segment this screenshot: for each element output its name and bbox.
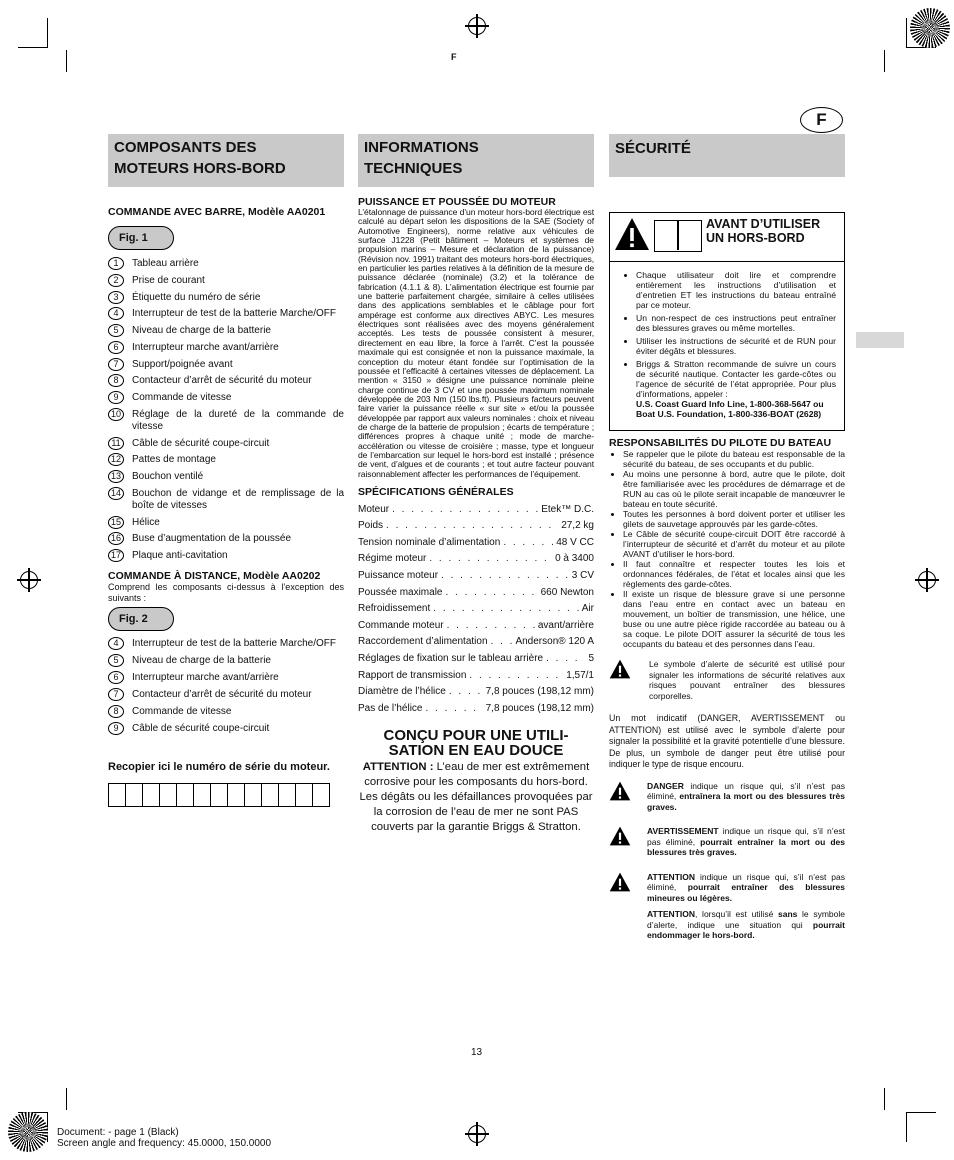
remote-model-heading: COMMANDE À DISTANCE, Modèle AA0202 xyxy=(108,570,321,582)
top-language-letter: F xyxy=(451,52,457,62)
spec-value: 27,2 kg xyxy=(561,520,594,532)
serial-number-boxes[interactable] xyxy=(108,783,330,807)
fig2-label-wrap xyxy=(108,607,344,631)
bullet-item: • Il faut connaître et respecter toutes les lois et ordonnances fédérales, de l’état et locales ainsi que les règlements des garde-côtes. xyxy=(623,559,845,589)
caution-consequence: pourrait entraîner des blessures mineures ou légères. xyxy=(647,882,845,903)
callout-number: 5 xyxy=(108,324,124,337)
component-label: Contacteur d’arrêt de sécurité du moteur xyxy=(132,689,312,701)
fig2-label: Fig. 2 xyxy=(108,607,174,631)
color-star-mark xyxy=(8,1112,48,1152)
component-label: Interrupteur marche avant/arrière xyxy=(132,672,279,684)
component-item xyxy=(108,689,344,701)
callout-number: 9 xyxy=(108,391,124,404)
danger-consequence: entraînera la mort ou des blessures très graves. xyxy=(647,791,846,812)
color-star-mark xyxy=(910,8,950,48)
spec-leader-dots xyxy=(546,653,585,664)
danger-row xyxy=(609,781,845,813)
spec-row xyxy=(358,647,594,664)
spec-leader-dots xyxy=(441,570,569,581)
document-info xyxy=(57,1127,271,1149)
registration-mark xyxy=(918,571,936,589)
component-label: Niveau de charge de la batterie xyxy=(132,325,271,336)
technical-title-line1: INFORMATIONS xyxy=(364,139,479,156)
callout-number: 4 xyxy=(108,637,124,650)
callout-number: 9 xyxy=(108,722,124,735)
registration-mark xyxy=(20,571,38,589)
spec-value: avant/arrière xyxy=(537,619,594,631)
callout-number: 13 xyxy=(108,470,124,483)
caution2-text-b: le symbole d’alerte, indique une situation qui xyxy=(647,909,845,930)
component-label: Buse d’augmentation de la poussée xyxy=(132,533,292,545)
callout-number: 14 xyxy=(108,487,124,500)
components-title-line1: COMPOSANTS DES xyxy=(114,139,257,156)
component-label: Support/poignée avant xyxy=(132,358,233,370)
danger-text xyxy=(639,781,845,813)
caution2-consequence: pourrait endommager le hors-bord. xyxy=(647,919,845,940)
crop-mark xyxy=(66,1088,67,1110)
operator-responsibilities-list xyxy=(609,449,845,649)
component-item xyxy=(108,392,344,404)
contact-line2: Boat U.S. Foundation, 1-800-336-BOAT (2628) xyxy=(636,409,822,419)
component-item xyxy=(108,308,344,320)
crop-mark xyxy=(66,50,67,72)
caution-row xyxy=(609,872,845,904)
component-item xyxy=(108,471,344,483)
component-item xyxy=(108,723,344,735)
danger-word: DANGER xyxy=(647,780,684,791)
caution-no-symbol-row xyxy=(609,909,845,941)
spec-row xyxy=(358,581,594,598)
power-thrust-heading: PUISSANCE ET POUSSÉE DU MOTEUR xyxy=(358,196,556,208)
callout-number: 7 xyxy=(108,358,124,371)
crop-mark xyxy=(18,47,48,48)
registration-mark xyxy=(468,1125,486,1143)
warning-text xyxy=(639,826,845,858)
spec-leader-dots xyxy=(469,670,563,681)
spec-label: Refroidissement xyxy=(358,603,431,615)
component-label: Commande de vitesse xyxy=(132,392,232,403)
freshwater-notice xyxy=(358,760,594,835)
spec-value: Anderson® 120 A xyxy=(515,636,594,648)
component-label: Tableau arrière xyxy=(132,258,199,269)
spec-leader-dots xyxy=(429,553,552,564)
freshwater-block xyxy=(358,728,594,835)
warning-row xyxy=(609,826,845,858)
spec-label: Poids xyxy=(358,520,384,532)
component-label: Plaque anti-cavitation xyxy=(132,550,228,561)
callout-number: 3 xyxy=(108,291,124,304)
caution-mid: indique un risque qui, s’il n’est pas éliminé, xyxy=(647,871,845,892)
before-operating-title xyxy=(706,217,820,255)
component-label: Réglage de la dureté de la commande de vitesse xyxy=(132,408,344,432)
component-label: Interrupteur de test de la batterie Marche/OFF xyxy=(132,308,336,320)
before-operating-box xyxy=(609,212,845,431)
general-specs-heading: SPÉCIFICATIONS GÉNÉRALES xyxy=(358,485,514,498)
tiller-components-list xyxy=(108,258,344,562)
spec-value: 7,8 pouces (198,12 mm) xyxy=(485,702,594,714)
bullet-item: • Utiliser les instructions de sécurité et de RUN pour éviter dégâts et blessures. xyxy=(636,336,836,356)
spec-row xyxy=(358,531,594,548)
bullet-item: • Toutes les personnes à bord doivent porter et utiliser les gilets de sauvetage approuvés par les garde-côtes. xyxy=(623,509,845,529)
serial-number-label: Recopier ici le numéro de série du moteur. xyxy=(108,761,330,774)
component-label: Étiquette du numéro de série xyxy=(132,291,261,303)
spec-label: Tension nominale d’alimentation xyxy=(358,536,501,548)
crop-mark xyxy=(906,18,907,48)
callout-number: 8 xyxy=(108,374,124,387)
component-item xyxy=(108,409,344,433)
spec-value: 0 à 3400 xyxy=(555,553,594,565)
safety-header xyxy=(609,134,845,177)
spec-leader-dots xyxy=(425,703,482,714)
safety-alert-icon xyxy=(614,216,650,252)
callout-number: 4 xyxy=(108,307,124,320)
component-item xyxy=(108,533,344,545)
spec-value: 660 Newton xyxy=(540,586,594,598)
power-thrust-text: L’étalonnage de puissance d’un moteur hors-bord électrique est calculé au départ selon les dispositions de la SAE (Society of Automotive Engineers), norme relative aux véhicules de surface J1228 (Petit bâtiment – Moteurs et systèmes de propulsion marins – Mesure et déclaration de la puissance) (Révision nov. 1991) traitant des moteurs hors-bord électriques, en particulier les parties relatives à la définition de la mesure de puissance déclarée (nominale) (3.2) et la tolérance de fabrication (4.1.1 & 8). L’alimentation électrique est fournie par une batterie parfaitement chargée, similaire à celles utilisées dans des applications semblables et le câblage pour fort ampérage est conforme aux directives ABYC. Les mesures électriques sont réalisées avec des moyens généralement acceptés. Les tests de poussée consistent à mesurer, directement en eau libre, la force à l’arrêt. C’est la poussée maximale qui est consignée et non la puissance maximale, la conception du moteur étant fondée sur l’optimisation de la poussée et l’efficacité à certaines vitesses de déplacement. La mention « 3150 » désigne une puissance nominale pleine charge continue de 3 CV et une poussée maximum nominale développée de 203 Nm (150 lbs.ft). Plusieurs facteurs peuvent faire varier la puissance réelle « sur site » et/ou la poussée développée par rapport aux valeurs nominales : choix et niveau de charge de la batterie de propulsion ; écarts de température ; différences propres à chaque unité ; mode de marche-accélération ou vitesse de croisière ; masse, type et longueur de l’embarcation sur lequel le hors-bord est installé ; présence de vent, d’algues et de courants ; et tout autre facteur pouvant raisonnablement affecter les performances de l’équipement. xyxy=(358,207,595,479)
component-label: Pattes de montage xyxy=(132,454,216,466)
component-label: Interrupteur de test de la batterie Marche/OFF xyxy=(132,638,336,650)
callout-number: 15 xyxy=(108,516,124,529)
freshwater-title-line1: CONÇU POUR UNE UTILI- xyxy=(383,726,569,744)
component-item xyxy=(108,438,344,450)
manual-book-icon xyxy=(654,220,702,252)
crop-mark xyxy=(47,18,48,48)
callout-number: 7 xyxy=(108,688,124,701)
spec-label: Poussée maximale xyxy=(358,586,443,598)
caution-alert-icon xyxy=(609,872,631,892)
freshwater-title-line2: SATION EN EAU DOUCE xyxy=(388,741,564,759)
component-item xyxy=(108,638,344,650)
spec-row xyxy=(358,697,594,714)
remote-components-list xyxy=(108,638,344,735)
tiller-model-heading: COMMANDE AVEC BARRE, Modèle AA0201 xyxy=(108,206,326,218)
warning-mid: indique un risque qui, s’il n’est pas éliminé, xyxy=(647,826,845,847)
freshwater-notice-text: L’eau de mer est extrêmement corrosive pour les composants du hors-bord. Les dégâts ou les défaillances provoquées par la corrosion de l’eau de mer ne sont PAS couverts par la garantie Briggs & Stratton. xyxy=(359,760,593,833)
spec-value: 48 V CC xyxy=(556,536,594,548)
components-column xyxy=(108,134,344,807)
component-item xyxy=(108,706,344,718)
component-item xyxy=(108,517,344,529)
spec-value: 3 CV xyxy=(571,569,594,581)
spec-label: Réglages de fixation sur le tableau arrière xyxy=(358,652,544,664)
spec-row xyxy=(358,498,594,515)
spec-label: Moteur xyxy=(358,503,390,515)
component-label: Commande de vitesse xyxy=(132,706,232,718)
callout-number: 6 xyxy=(108,671,124,684)
danger-alert-icon xyxy=(609,781,631,801)
warning-consequence: pourrait entraîner la mort ou des blessures très graves. xyxy=(647,836,845,857)
bullet-item: • Au moins une personne à bord, autre que le pilote, doit être familiarisée avec les procédures de démarrage et de RUN au cas où le pilote serait incapable de manœuvrer le bateau en toute sécurité. xyxy=(623,469,845,509)
component-item xyxy=(108,292,344,304)
bullet-item: • Se rappeler que le pilote du bateau est responsable de la sécurité du bateau, de ses occupants et du public. xyxy=(623,449,845,469)
alert-symbol-text: Le symbole d’alerte de sécurité est utilisé pour signaler les informations de sécurité relatives aux risques pouvant entraîner des blessures corporelles. xyxy=(649,659,845,701)
spec-leader-dots xyxy=(503,537,553,548)
component-label: Niveau de charge de la batterie xyxy=(132,655,271,667)
component-item xyxy=(108,258,344,270)
spec-value: Etek™ D.C. xyxy=(541,503,594,515)
callout-number: 17 xyxy=(108,549,124,562)
caution-text xyxy=(639,872,845,904)
spec-leader-dots xyxy=(449,686,483,697)
spec-leader-dots xyxy=(491,636,513,647)
language-tab-oval: F xyxy=(800,107,843,133)
spec-row xyxy=(358,681,594,698)
spec-label: Régime moteur xyxy=(358,553,427,565)
fig1-label-wrap xyxy=(108,226,344,250)
component-item xyxy=(108,342,344,354)
spec-label: Diamètre de l’hélice xyxy=(358,686,446,698)
warning-word: AVERTISSEMENT xyxy=(647,826,719,836)
document-info-line2: Screen angle and frequency: 45.0000, 150.0000 xyxy=(57,1138,272,1149)
spec-label: Raccordement d’alimentation xyxy=(358,636,488,648)
callout-number: 6 xyxy=(108,341,124,354)
callout-number: 12 xyxy=(108,453,124,466)
callout-number: 16 xyxy=(108,532,124,545)
spec-value: 7,8 pouces (198,12 mm) xyxy=(485,686,594,698)
component-label: Prise de courant xyxy=(132,274,205,286)
before-title-line1: AVANT D’UTILISER xyxy=(706,217,821,231)
spec-row xyxy=(358,564,594,581)
components-header xyxy=(108,134,344,187)
spec-leader-dots xyxy=(445,587,537,598)
freshwater-attention-word: ATTENTION : xyxy=(362,760,434,773)
component-item xyxy=(108,375,344,387)
component-label: Interrupteur marche avant/arrière xyxy=(132,341,279,353)
technical-header xyxy=(358,134,594,187)
component-item xyxy=(108,359,344,371)
signal-word-text: Un mot indicatif (DANGER, AVERTISSEMENT ou ATTENTION) est utilisé avec le symbole d’alerte pour signaler la possibilité et la gravité potentielle d’une blessure. De plus, un symbole de danger peut être utilisé pour indiquer le type de risque encouru. xyxy=(609,713,845,769)
caution2-word: ATTENTION xyxy=(647,909,696,919)
component-item xyxy=(108,325,344,337)
contact-line1: U.S. Coast Guard Info Line, 1-800-368-5647 ou xyxy=(636,399,824,409)
caution-word: ATTENTION xyxy=(647,871,696,882)
crop-mark xyxy=(906,1112,907,1142)
component-item xyxy=(108,672,344,684)
component-label: Câble de sécurité coupe-circuit xyxy=(132,437,270,449)
component-item xyxy=(108,488,344,512)
spec-value: 5 xyxy=(588,652,594,664)
caution2-sans: sans xyxy=(777,909,798,919)
spec-label: Rapport de transmission xyxy=(358,669,467,681)
callout-number: 1 xyxy=(108,257,124,270)
operator-responsibilities-heading: RESPONSABILITÉS DU PILOTE DU BATEAU xyxy=(609,437,832,449)
page-number: 13 xyxy=(471,1047,483,1058)
spec-row xyxy=(358,515,594,532)
component-item xyxy=(108,655,344,667)
bullet-item: • Il existe un risque de blessure grave si une personne dans l’eau entre en contact avec un bateau en mouvement, un boîtier de transmission, une hélice, une buse ou une autre pièce rigide raccordée au bateau ou à sa coque. Le pilote DOIT assurer la sécurité de tous les occupants du bateau et des personnes dans l’eau. xyxy=(623,589,845,649)
spec-row xyxy=(358,664,594,681)
fig1-label: Fig. 1 xyxy=(108,226,174,250)
spec-leader-dots xyxy=(447,620,535,631)
spec-label: Commande moteur xyxy=(358,619,444,631)
spec-leader-dots xyxy=(392,504,538,515)
bullet-item: • Briggs & Stratton recommande de suivre un cours de sécurité nautique. Contacter les garde-côtes ou l’agence de sécurité de l’état appropriée. Pour plus d’informations, appeler : xyxy=(636,359,836,399)
components-title-line2: MOTEURS HORS-BORD xyxy=(114,160,286,177)
component-label: Hélice xyxy=(132,516,160,528)
bullet-item: • Le Câble de sécurité coupe-circuit DOIT être raccordé à l’interrupteur de sécurité et d’arrêt du moteur et au pilote AVANT d’utiliser le hors-bord. xyxy=(623,529,845,559)
registration-mark xyxy=(468,17,486,35)
spec-leader-dots xyxy=(386,520,558,531)
technical-column xyxy=(358,134,594,835)
spec-row xyxy=(358,548,594,565)
safety-title: SÉCURITÉ xyxy=(615,140,691,157)
component-item xyxy=(108,550,344,562)
technical-title-line2: TECHNIQUES xyxy=(364,160,463,177)
alert-symbol-row xyxy=(609,659,845,701)
before-operating-list xyxy=(610,262,844,399)
specs-table xyxy=(358,498,594,714)
side-thumb-tab xyxy=(856,332,904,348)
caution-no-symbol-text xyxy=(639,909,845,941)
remote-model-note: Comprend les composants ci-dessus à l’exception des suivants : xyxy=(108,582,344,603)
crop-mark xyxy=(884,50,885,72)
callout-number: 5 xyxy=(108,654,124,667)
crop-mark xyxy=(884,1088,885,1110)
spec-label: Pas de l’hélice xyxy=(358,702,423,714)
callout-number: 11 xyxy=(108,437,124,450)
bullet-item: • Chaque utilisateur doit lire et comprendre entièrement les instructions d’utilisation et d’entretien ET les instructions du bateau entraîné par ce moteur. xyxy=(636,270,836,310)
spec-row xyxy=(358,598,594,615)
component-label: Bouchon ventilé xyxy=(132,471,204,482)
component-label: Bouchon de vidange et de remplissage de la boîte de vitesses xyxy=(132,487,344,511)
component-item xyxy=(108,454,344,466)
caution2-text-a: , lorsqu’il est utilisé xyxy=(695,909,778,919)
component-label: Câble de sécurité coupe-circuit xyxy=(132,723,270,735)
component-label: Contacteur d’arrêt de sécurité du moteur xyxy=(132,375,312,387)
spec-leader-dots xyxy=(433,603,579,614)
before-title-line2: UN HORS-BORD xyxy=(706,231,805,245)
spec-value: 1,57/1 xyxy=(566,669,594,681)
safety-alert-icon xyxy=(609,659,631,679)
spec-label: Puissance moteur xyxy=(358,569,439,581)
spec-row xyxy=(358,614,594,631)
contact-info xyxy=(610,399,844,419)
component-item xyxy=(108,275,344,287)
bullet-item: • Un non-respect de ces instructions peut entraîner des blessures graves ou même mortelles. xyxy=(636,313,836,333)
spec-row xyxy=(358,631,594,648)
crop-mark xyxy=(906,1112,936,1113)
callout-number: 2 xyxy=(108,274,124,287)
spec-value: Air xyxy=(581,603,594,615)
document-info-line1: Document: - page 1 (Black) xyxy=(57,1127,179,1138)
safety-column xyxy=(609,134,845,941)
callout-number: 10 xyxy=(108,408,124,421)
warning-alert-icon xyxy=(609,826,631,846)
danger-mid: indique un risque qui, s’il n’est pas éliminé, xyxy=(647,780,845,801)
callout-number: 8 xyxy=(108,705,124,718)
